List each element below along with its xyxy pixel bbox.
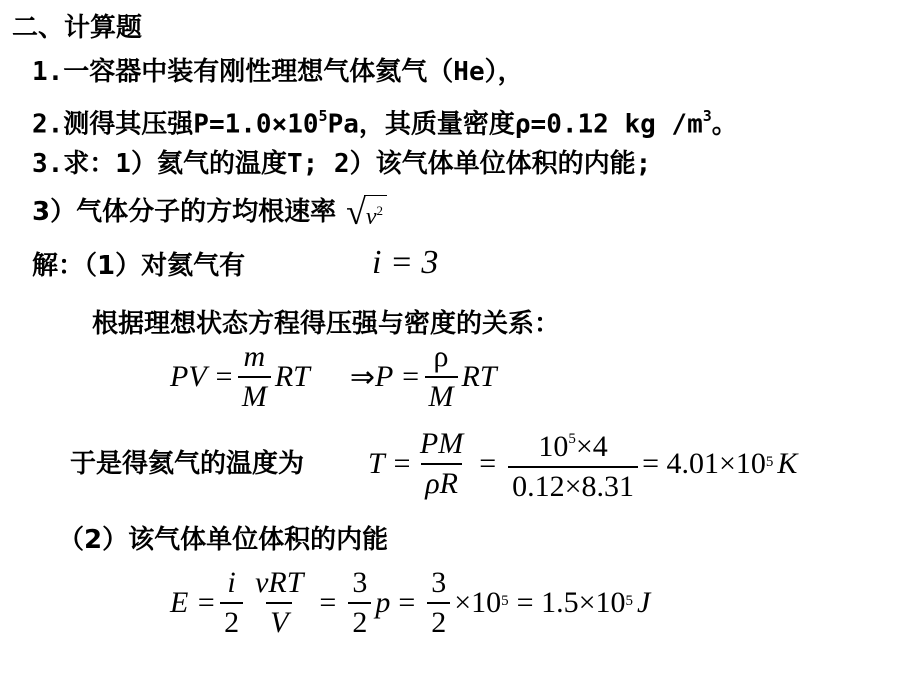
energy-result: = 1.5×10 bbox=[516, 586, 626, 619]
eq1-rhs: RT bbox=[274, 360, 310, 393]
degrees-of-freedom-eq: i = 3 bbox=[372, 244, 439, 281]
energy-unit: J bbox=[637, 586, 651, 619]
problem-line-2-prefix: 2.测得其压强P=1.0×10 bbox=[32, 109, 319, 140]
temperature-text: 于是得氦气的温度为 bbox=[70, 449, 305, 479]
rms-speed-sqrt bbox=[346, 194, 387, 230]
solution-label: 解：（1）对氦气有 bbox=[32, 251, 246, 281]
problem-line-4-text: 3）气体分子的方均根速率 bbox=[32, 197, 337, 227]
eq1-lhs: PV = bbox=[170, 360, 234, 393]
radicand: $v^2$ bbox=[364, 195, 387, 230]
problem-line-1: 1.一容器中装有刚性理想气体氦气（He）， bbox=[32, 57, 524, 87]
temp-result: = 4.01×10 bbox=[642, 447, 766, 480]
energy-fraction-4: $\frac{3}{2}$ bbox=[427, 566, 450, 640]
eq2-fraction: $\frac{\rho}{M}$ bbox=[425, 340, 458, 414]
energy-equation: E = $\frac{i}{2}$ $\frac{\text{νRT}}{V}$ = $\frac{3}{2}$ p = $\frac{3}{2}$ ×10 $^5$ = 1.5×10 $^5$ J bbox=[170, 566, 651, 639]
problem-line-2-end: 。 bbox=[711, 109, 738, 140]
problem-line-2-mid: Pa，其质量密度ρ=0.12 kg /m bbox=[327, 109, 703, 140]
eq2-rhs: RT bbox=[461, 360, 497, 393]
relation-text: 根据理想状态方程得压强与密度的关系： bbox=[92, 309, 561, 339]
ideal-gas-equation bbox=[170, 340, 497, 414]
pressure-exponent: 5 bbox=[318, 107, 328, 125]
energy-fraction-1: $\frac{i}{2}$ bbox=[220, 566, 243, 640]
energy-fraction-3: $\frac{3}{2}$ bbox=[348, 566, 371, 640]
implies-arrow: ⇒ bbox=[349, 360, 376, 394]
eq2-lhs: P = bbox=[375, 360, 421, 393]
density-unit-exponent: 3 bbox=[702, 107, 712, 125]
temp-fraction-1: $\frac{PM}{\rho R}$ bbox=[419, 427, 464, 500]
problem-line-3: 3.求：1）氦气的温度T; 2）该气体单位体积的内能; bbox=[32, 149, 652, 179]
problem-line-4 bbox=[32, 194, 387, 230]
temperature-equation: T = $\frac{PM}{\rho R}$ = $\frac{10^5\times 4}{0.12\times 8.31}$ = 4.01×10 $^5$ K bbox=[368, 424, 797, 504]
temp-unit: K bbox=[777, 447, 798, 480]
temp-fraction-2: $\frac{10^5\times 4}{0.12\times 8.31}$ bbox=[508, 424, 638, 504]
energy-fraction-2: $\frac{\text{νRT}}{V}$ bbox=[255, 566, 304, 639]
problem-line-2 bbox=[32, 102, 738, 141]
radical-sign: √ bbox=[346, 192, 366, 232]
section-heading: 二、计算题 bbox=[12, 13, 143, 43]
part2-text: （2）该气体单位体积的内能 bbox=[58, 525, 389, 555]
eq1-fraction: $\frac{m}{M}$ bbox=[238, 340, 271, 414]
